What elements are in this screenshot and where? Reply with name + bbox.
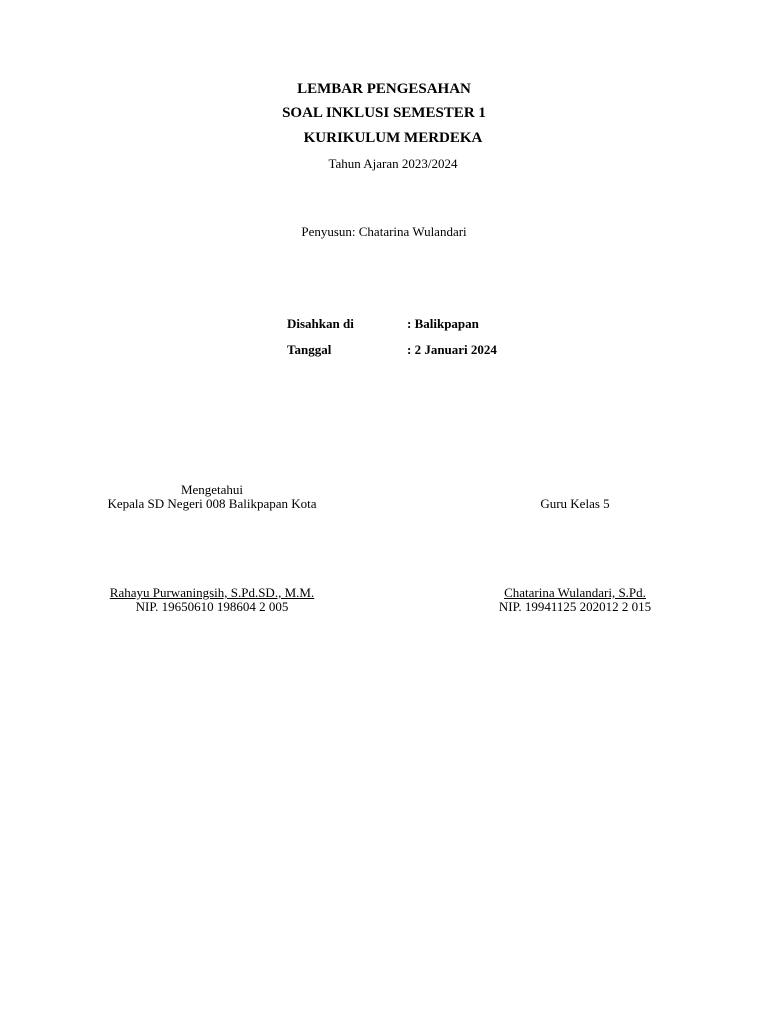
principal-nip: NIP. 19650610 198604 2 005 [135,599,289,614]
teacher-name: Chatarina Wulandari, S.Pd. [504,585,646,600]
place-value: : Balikpapan [407,316,479,331]
academic-year: Tahun Ajaran 2023/2024 [328,156,458,171]
date-label: Tanggal [287,342,332,357]
acknowledge-label: Mengetahui [180,482,244,497]
teacher-nip: NIP. 19941125 202012 2 015 [498,599,652,614]
document-subtitle: SOAL INKLUSI SEMESTER 1 [282,105,486,121]
date-value: : 2 Januari 2024 [407,342,497,357]
place-label: Disahkan di [287,316,354,331]
principal-position: Kepala SD Negeri 008 Balikpapan Kota [107,496,317,511]
principal-name: Rahayu Purwaningsih, S.Pd.SD., M.M. [109,585,315,600]
curriculum-title: KURIKULUM MERDEKA [303,130,483,146]
teacher-position: Guru Kelas 5 [540,496,610,511]
document-title: LEMBAR PENGESAHAN [297,81,471,97]
author-line: Penyusun: Chatarina Wulandari [301,224,467,239]
